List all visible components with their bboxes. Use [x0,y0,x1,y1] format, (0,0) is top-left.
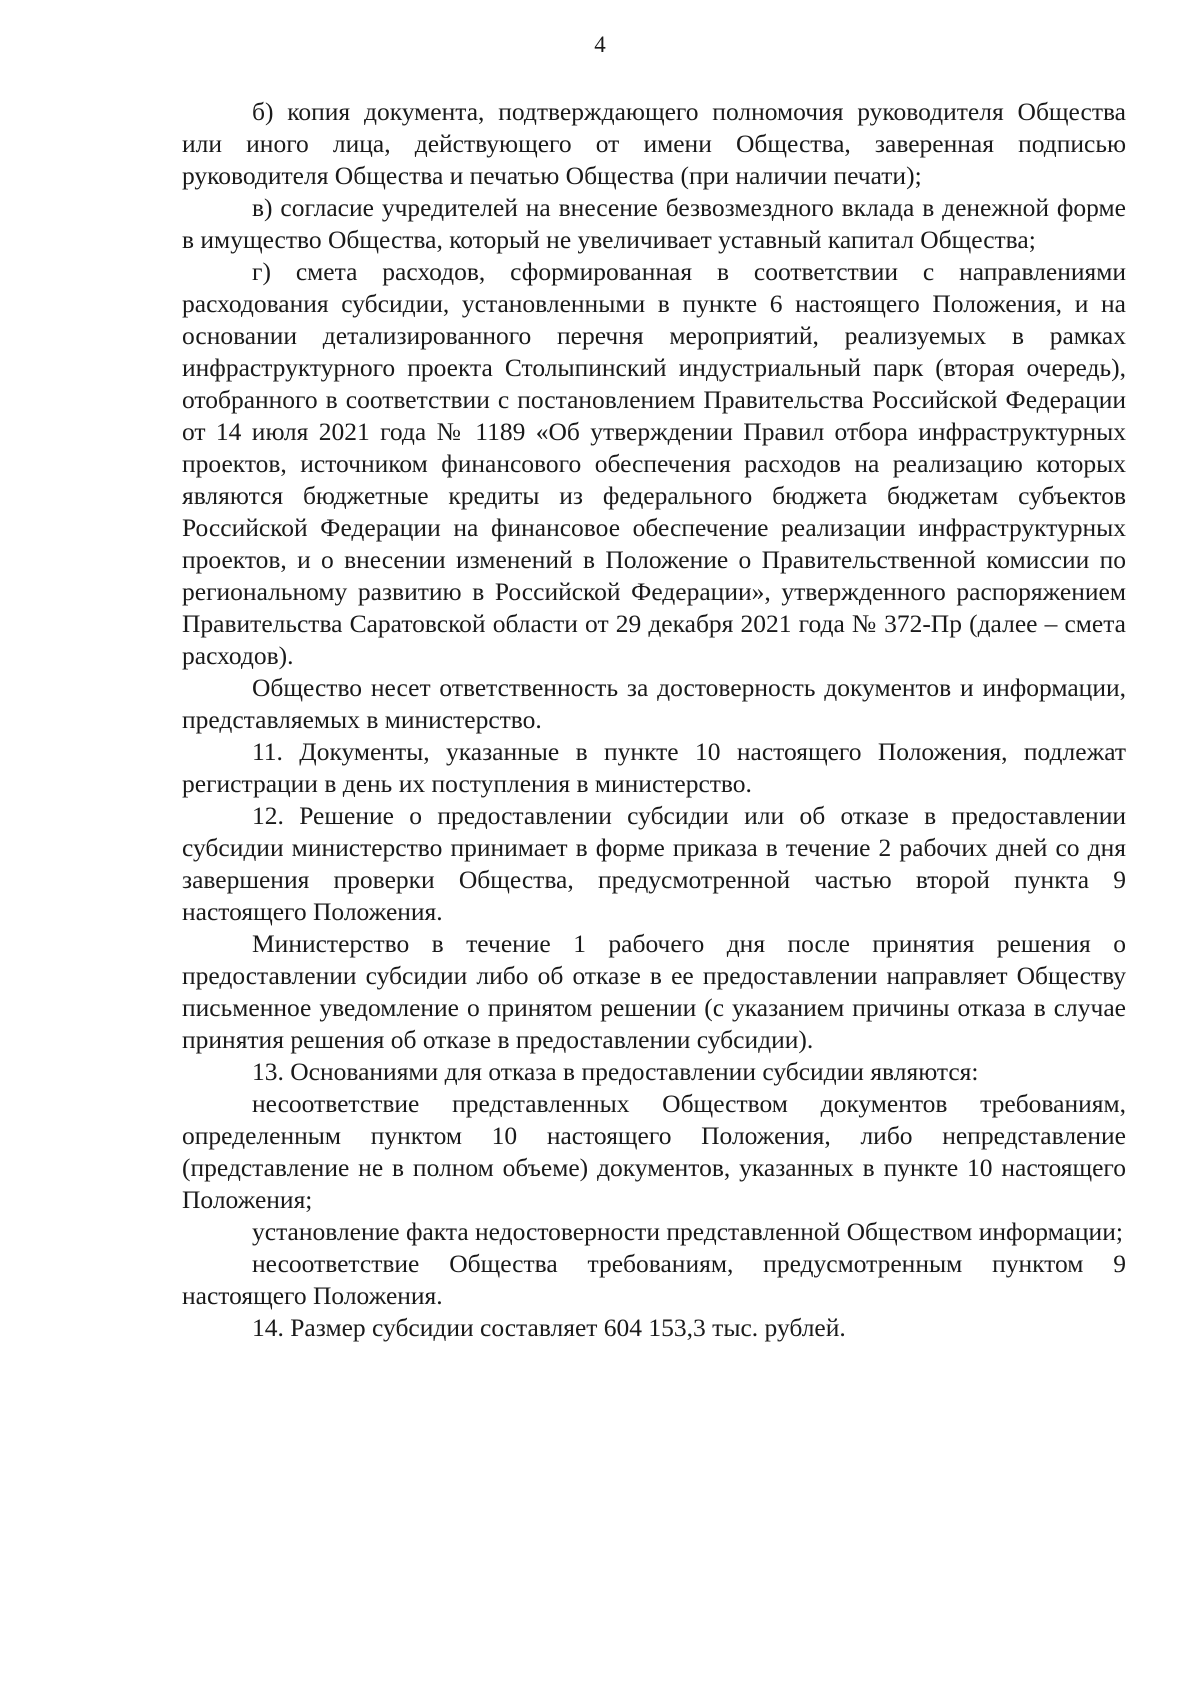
paragraph-refusal-reason-1: несоответствие представленных Обществом документов требованиям, определенным пунктом 10 настоящего Положения, либо непредставление (представление не в полном объеме) документов, указанных в пункте 10 настоящего Положения; [182,1089,1126,1214]
paragraph-13: 13. Основаниями для отказа в предоставлении субсидии являются: [252,1057,979,1086]
paragraph-refusal-reason-2: установление факта недостоверности представленной Обществом информации; [252,1217,1123,1246]
paragraph-item-g: г) смета расходов, сформированная в соответствии с направлениями расходования субсидии, установленными в пункте 6 настоящего Положения, и на основании детализированного перечня мероприятий, реализуемых в рамках инфраструктурного проекта Столыпинский индустриальный парк (вторая очередь), отобранного в соответствии с постановлением Правительства Российской Федерации от 14 июля 2021 года № 1189 «Об утверждении Правил отбора инфраструктурных проектов, источником финансового обеспечения расходов на реализацию которых являются бюджетные кредиты из федерального бюджета бюджетам субъектов Российской Федерации на финансовое обеспечение реализации инфраструктурных проектов, и о внесении изменений в Положение о Правительственной комиссии по региональному развитию в Российской Федерации», утвержденного распоряжением Правительства Саратовской области от 29 декабря 2021 года № 372-Пр (далее – смета расходов). [182,257,1126,670]
paragraph-item-v: в) согласие учредителей на внесение безвозмездного вклада в денежной форме в имущество Общества, который не увеличивает уставный капитал Общества; [182,193,1126,254]
paragraph-12: 12. Решение о предоставлении субсидии или об отказе в предоставлении субсидии министерство принимает в форме приказа в течение 2 рабочих дней со дня завершения проверки Общества, предусмотренной частью второй пункта 9 настоящего Положения. [182,801,1126,926]
page-number: 4 [594,32,606,57]
paragraph-refusal-reason-3: несоответствие Общества требованиям, предусмотренным пунктом 9 настоящего Положения. [182,1249,1126,1310]
paragraph-item-b: б) копия документа, подтверждающего полномочия руководителя Общества или иного лица, действующего от имени Общества, заверенная подписью руководителя Общества и печатью Общества (при наличии печати); [182,97,1126,190]
document-body [182,96,1126,1344]
paragraph-responsibility: Общество несет ответственность за достоверность документов и информации, представляемых в министерство. [182,673,1126,734]
paragraph-11: 11. Документы, указанные в пункте 10 настоящего Положения, подлежат регистрации в день их поступления в министерство. [182,737,1126,798]
paragraph-notification: Министерство в течение 1 рабочего дня после принятия решения о предоставлении субсидии либо об отказе в ее предоставлении направляет Обществу письменное уведомление о принятом решении (с указанием причины отказа в случае принятия решения об отказе в предоставлении субсидии). [182,929,1126,1054]
paragraph-14: 14. Размер субсидии составляет 604 153,3 тыс. рублей. [252,1313,846,1342]
